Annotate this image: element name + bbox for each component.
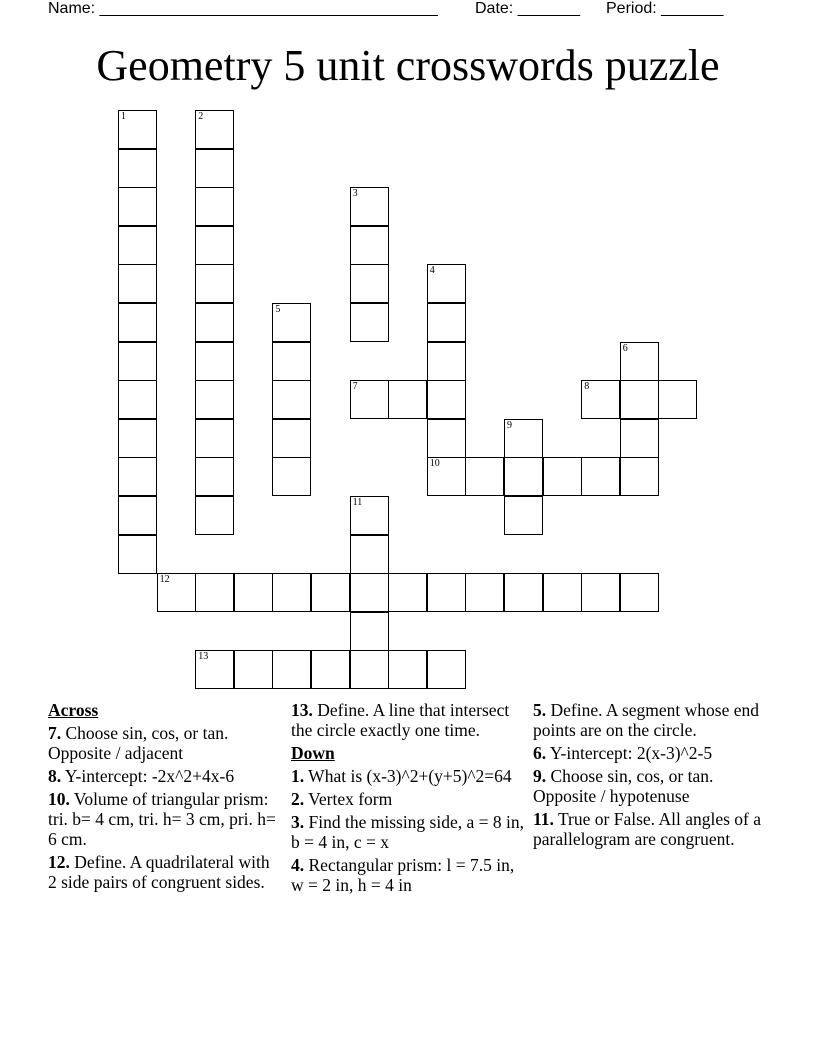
- grid-cell[interactable]: [118, 535, 157, 574]
- grid-cell[interactable]: [620, 457, 659, 496]
- grid-cell[interactable]: [195, 303, 234, 342]
- clue-item: [533, 766, 767, 806]
- clue-number-label: 12.: [48, 852, 70, 872]
- grid-cell[interactable]: [350, 303, 389, 342]
- clue-number-label: 9.: [533, 766, 547, 786]
- grid-cell[interactable]: [195, 264, 234, 303]
- grid-cell[interactable]: [465, 573, 504, 612]
- grid-cell[interactable]: [504, 457, 543, 496]
- puzzle-title: Geometry 5 unit crosswords puzzle: [96, 41, 720, 90]
- clue-number-label: 4.: [291, 855, 305, 875]
- clue-item: [291, 700, 525, 740]
- clue-number: 8: [584, 381, 590, 393]
- grid-cell[interactable]: [118, 496, 157, 535]
- clue-text: Volume of triangular prism: tri. b= 4 cm, tri. h= 3 cm, pri. h= 6 cm.: [48, 789, 276, 849]
- clue-number-label: 7.: [48, 723, 62, 743]
- name-field[interactable]: Name: ______________________________________: [48, 0, 438, 17]
- grid-cell[interactable]: [620, 573, 659, 612]
- clue-item: [533, 809, 767, 849]
- grid-cell[interactable]: [427, 419, 466, 458]
- grid-cell[interactable]: [118, 457, 157, 496]
- clue-item: [291, 812, 525, 852]
- grid-cell[interactable]: [350, 650, 389, 689]
- grid-cell[interactable]: [620, 380, 659, 419]
- grid-cell[interactable]: [157, 573, 196, 612]
- grid-cell[interactable]: [581, 380, 620, 419]
- grid-cell[interactable]: [234, 650, 273, 689]
- clue-text: Rectangular prism: l = 7.5 in, w = 2 in, h = 4 in: [291, 855, 515, 895]
- grid-cell[interactable]: [427, 264, 466, 303]
- grid-cell[interactable]: [195, 342, 234, 381]
- period-field[interactable]: Period: _______: [606, 0, 724, 17]
- clue-number-label: 8.: [48, 766, 62, 786]
- clue-text: Define. A segment whose end points are on the circle.: [533, 700, 759, 740]
- grid-cell[interactable]: [272, 457, 311, 496]
- clue-text: True or False. All angles of a parallelogram are congruent.: [533, 809, 761, 849]
- grid-cell[interactable]: [272, 380, 311, 419]
- grid-cell[interactable]: [504, 573, 543, 612]
- grid-cell[interactable]: [350, 264, 389, 303]
- grid-cell[interactable]: [504, 419, 543, 458]
- grid-cell[interactable]: [581, 457, 620, 496]
- grid-cell[interactable]: [427, 573, 466, 612]
- grid-cell[interactable]: [195, 187, 234, 226]
- grid-cell[interactable]: [620, 419, 659, 458]
- grid-cell[interactable]: [350, 573, 389, 612]
- clue-number: 4: [429, 265, 435, 277]
- grid-cell[interactable]: [195, 110, 234, 149]
- grid-cell[interactable]: [234, 573, 273, 612]
- grid-cell[interactable]: [195, 380, 234, 419]
- clues-column-3: [533, 700, 767, 852]
- grid-cell[interactable]: [311, 573, 350, 612]
- clues-column-1: [48, 700, 282, 895]
- clue-item: [291, 766, 525, 786]
- clue-number: 5: [275, 304, 281, 315]
- clue-item: [291, 789, 525, 809]
- grid-cell[interactable]: [272, 650, 311, 689]
- grid-cell[interactable]: [350, 380, 389, 419]
- grid-cell[interactable]: [350, 226, 389, 265]
- grid-cell[interactable]: [388, 650, 427, 689]
- clue-number: 12: [159, 574, 170, 586]
- grid-cell[interactable]: [118, 303, 157, 342]
- clue-text: Find the missing side, a = 8 in, b = 4 in, c = x: [291, 812, 524, 852]
- grid-cell[interactable]: [272, 303, 311, 342]
- grid-cell[interactable]: [465, 457, 504, 496]
- grid-cell[interactable]: [195, 457, 234, 496]
- grid-cell[interactable]: [118, 110, 157, 149]
- clue-number-label: 2.: [291, 789, 305, 809]
- grid-cell[interactable]: [427, 380, 466, 419]
- grid-cell[interactable]: [620, 342, 659, 381]
- clue-number-label: 11.: [533, 809, 554, 829]
- clue-text: Define. A quadrilateral with 2 side pairs of congruent sides.: [48, 852, 270, 892]
- clue-item: [533, 743, 767, 763]
- grid-cell[interactable]: [195, 149, 234, 188]
- clue-number: 10: [429, 458, 440, 470]
- clue-item: [48, 789, 282, 849]
- grid-cell[interactable]: [543, 573, 582, 612]
- clue-item: [533, 700, 767, 740]
- grid-cell[interactable]: [118, 226, 157, 265]
- clue-number-label: 3.: [291, 812, 305, 832]
- clue-item: [291, 855, 525, 895]
- clue-text: Y-intercept: 2(x-3)^2-5: [546, 743, 713, 763]
- grid-cell[interactable]: [427, 650, 466, 689]
- clue-number-label: 13.: [291, 700, 313, 720]
- grid-cell[interactable]: [118, 264, 157, 303]
- clue-item: [48, 852, 282, 892]
- grid-cell[interactable]: [195, 650, 234, 689]
- grid-cell[interactable]: [581, 573, 620, 612]
- clue-text: Y-intercept: -2x^2+4x-6: [61, 766, 235, 786]
- clue-number: 6: [622, 342, 628, 354]
- across-heading: Across: [48, 700, 99, 720]
- clue-number: 11: [352, 497, 363, 508]
- grid-cell[interactable]: [504, 496, 543, 535]
- grid-cell[interactable]: [350, 612, 389, 651]
- grid-cell[interactable]: [195, 496, 234, 535]
- clue-text: Choose sin, cos, or tan. Opposite / adjacent: [48, 723, 229, 763]
- grid-cell[interactable]: [658, 380, 697, 419]
- clues-column-2: [291, 700, 525, 898]
- grid-cell[interactable]: [118, 419, 157, 458]
- grid-cell[interactable]: [195, 226, 234, 265]
- grid-cell[interactable]: [350, 496, 389, 535]
- grid-cell[interactable]: [311, 650, 350, 689]
- grid-cell[interactable]: [388, 573, 427, 612]
- clue-number: 7: [352, 381, 358, 393]
- grid-cell[interactable]: [118, 187, 157, 226]
- grid-cell[interactable]: [350, 187, 389, 226]
- clue-number: 2: [198, 111, 204, 122]
- grid-cell[interactable]: [272, 573, 311, 612]
- clue-number-label: 5.: [533, 700, 547, 720]
- clue-text: Vertex form: [304, 789, 393, 809]
- clue-text: Choose sin, cos, or tan. Opposite / hypotenuse: [533, 766, 714, 806]
- clue-number: 3: [352, 188, 358, 200]
- clue-number: 13: [198, 651, 209, 663]
- grid-cell[interactable]: [272, 419, 311, 458]
- grid-cell[interactable]: [272, 342, 311, 381]
- clue-number: 9: [507, 419, 512, 431]
- grid-cell[interactable]: [427, 457, 466, 496]
- clue-item: [48, 766, 282, 786]
- clue-number-label: 1.: [291, 766, 305, 786]
- grid-cell[interactable]: [427, 342, 466, 381]
- grid-cell[interactable]: [118, 149, 157, 188]
- clue-number-label: 10.: [48, 789, 70, 809]
- clue-number-label: 6.: [533, 743, 547, 763]
- down-heading: Down: [291, 743, 335, 763]
- clue-item: [48, 723, 282, 763]
- clue-number: 1: [121, 111, 126, 122]
- clue-text: Define. A line that intersect the circle exactly one time.: [291, 700, 510, 740]
- date-field[interactable]: Date: _______: [475, 0, 580, 17]
- grid-cell[interactable]: [427, 303, 466, 342]
- grid-cell[interactable]: [388, 380, 427, 419]
- grid-cell[interactable]: [118, 342, 157, 381]
- clue-text: What is (x-3)^2+(y+5)^2=64: [304, 766, 512, 786]
- grid-cell[interactable]: [350, 535, 389, 574]
- grid-cell[interactable]: [118, 380, 157, 419]
- grid-cell[interactable]: [543, 457, 582, 496]
- grid-cell[interactable]: [195, 573, 234, 612]
- grid-cell[interactable]: [195, 419, 234, 458]
